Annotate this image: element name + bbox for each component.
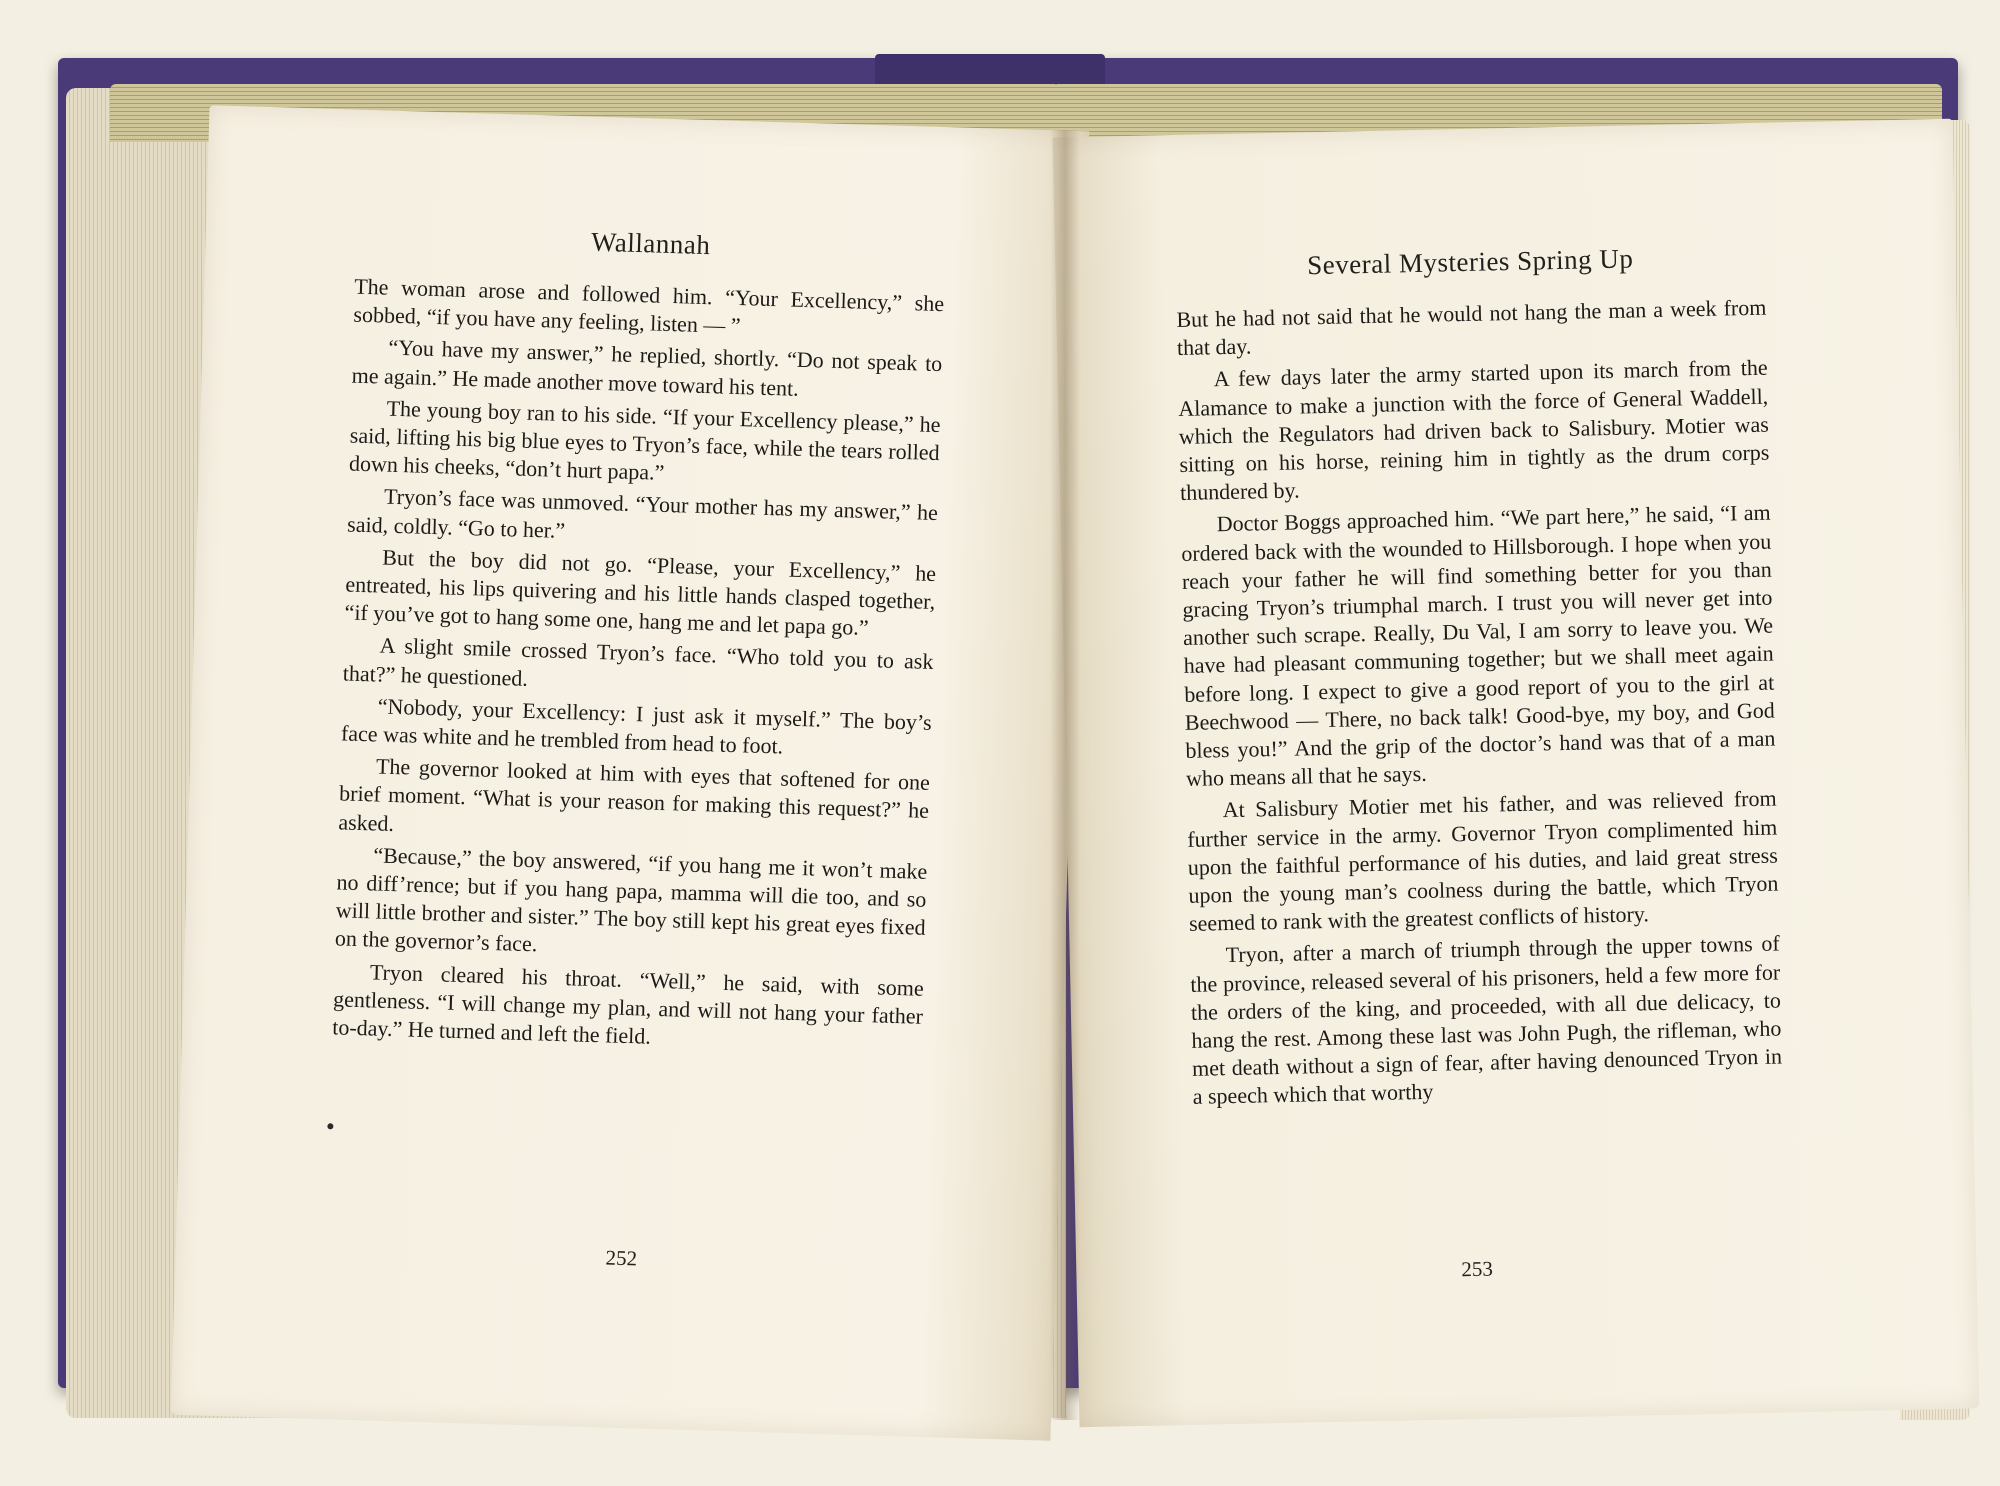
paragraph: A slight smile crossed Tryon’s face. “Who told you to ask that?” he questioned. (342, 632, 934, 691)
running-head-left: Wallannah (590, 226, 711, 261)
paragraph: At Salisbury Motier met his father, and was relieved from further service in the army. Governor Tryon complimented him upon the faithful performance of his duties, and laid great stress upon the young man’s coolness during the battle, which Tryon seemed to rank with the greatest conflicts of history. (1187, 786, 1779, 937)
paragraph: “Nobody, your Excellency: I just ask it myself.” The boy’s face was white and he trembled from head to foot. (340, 693, 933, 759)
paragraph: The governor looked at him with eyes that softened for one brief moment. “What is your reason for making this request?” he asked. (338, 753, 931, 836)
paragraph: A few days later the army started upon its march from the Alamance to make a junction with the force of General Waddell, which the Regulators had driven back to Salisbury. Motier was sitting on his horse, reining him in tightly as the drum corps thundered by. (1178, 355, 1770, 506)
left-page-text (332, 220, 946, 1063)
left-page (171, 105, 1089, 1441)
paragraph: Doctor Boggs approached him. “We part here,” he said, “I am ordered back with the wounded to Hillsborough. I hope when you reach your father he will find something better for you than gracing Tryon’s triumphal march. I trust you will never get into another such scrape. Really, Du Val, I am sorry to leave you. We have had pleasant communing together; but we shall meet again before long. I expect to give a good report of you to the girl at Beechwood — There, no back talk! Good-bye, my boy, and God bless you!” And the grip of the doctor’s hand was that of a man who means all that he says. (1181, 500, 1776, 792)
page-number-right: 253 (1461, 1256, 1494, 1282)
ink-smudge (327, 1123, 333, 1129)
paragraph: “You have my answer,” he replied, shortly. “Do not speak to me again.” He made another move toward his tent. (351, 335, 943, 401)
running-head-right: Several Mysteries Spring Up (1306, 243, 1634, 281)
paragraph: The young boy ran to his side. “If your Excellency please,” he said, lifting his big blue eyes to Tryon’s face, while the tears rolled down his cheeks, “don’t hurt papa.” (348, 395, 941, 486)
paragraph: Tryon’s face was unmoved. “Your mother has my answer,” he said, coldly. “Go to her.” (346, 484, 939, 543)
book-gutter (1050, 130, 1080, 1420)
paragraph: Tryon, after a march of triumph through the upper towns of the province, released several of his prisoners, held a few more for the orders of the king, and proceeded, with all due delicacy, to hang the rest. Among these last was John Pugh, the rifleman, who met death without a sign of fear, after having denounced Tryon in a speech which that worthy (1190, 930, 1783, 1110)
paragraph: “Because,” the boy answered, “if you hang me it won’t make no diff’rence; but if you hang papa, mamma will die too, and so will little brother and sister.” The boy still kept his great eyes fixed on the governor’s face. (334, 842, 928, 957)
paragraph: But the boy did not go. “Please, your Excellency,” he entreated, his lips quivering and his little hands clasped together, “if you’ve got to hang some one, hang me and let papa go.” (344, 544, 937, 641)
paragraph: But he had not said that he would not hang the man a week from that day. (1176, 294, 1767, 361)
page-number-left: 252 (605, 1245, 638, 1271)
right-page (1053, 119, 1980, 1428)
right-page-text (1175, 241, 1783, 1116)
paragraph: The woman arose and followed him. “Your Excellency,” she sobbed, “if you have any feeling, listen — ” (353, 273, 945, 339)
paragraph: Tryon cleared his throat. “Well,” he said, with some gentleness. “I will change my plan, and will not hang your father to-day.” He turned and left the field. (331, 959, 925, 1049)
